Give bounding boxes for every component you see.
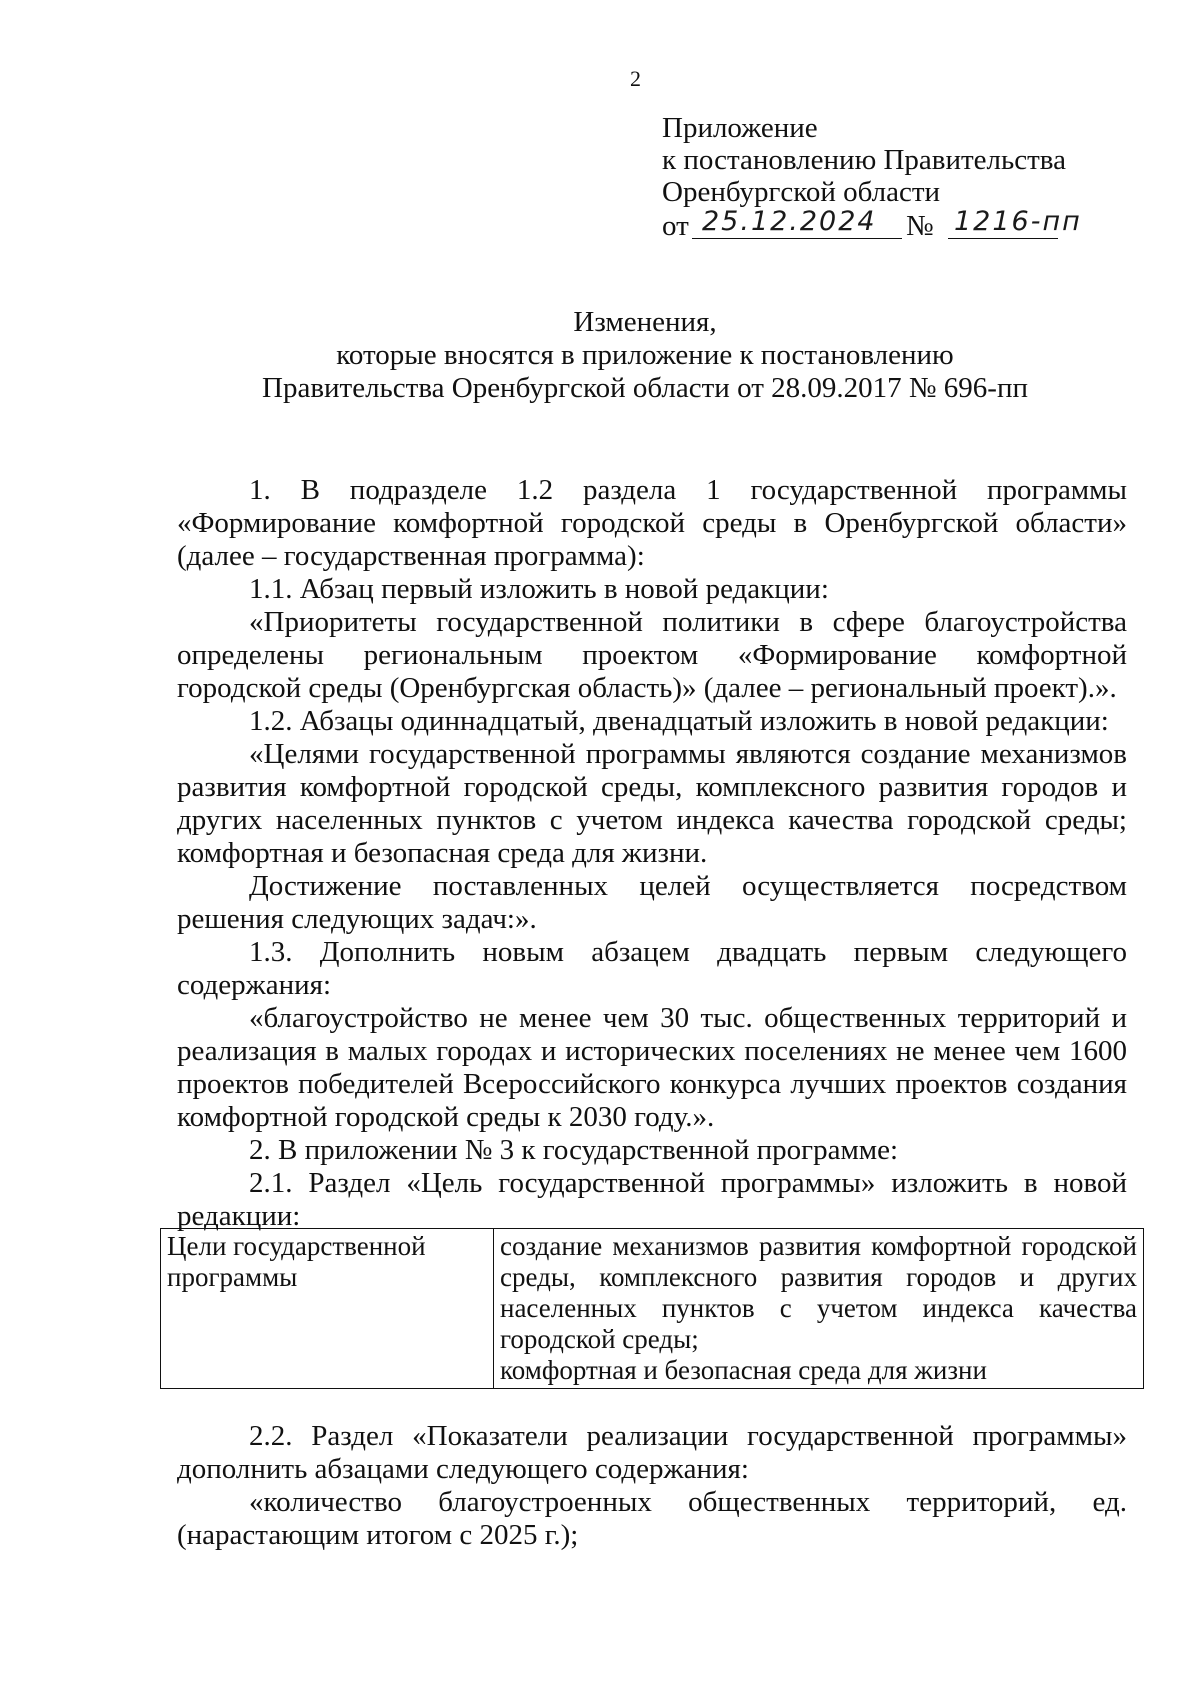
paragraph-1-1: 1.1. Абзац первый изложить в новой редакции: [249, 573, 829, 605]
paragraph-1-3: 1.3. Дополнить новым абзацем двадцать первым следующего содержания: [177, 936, 1127, 1001]
title-line-3: Правительства Оренбургской области от 28.09.2017 № 696-пп [262, 372, 1028, 404]
paragraph-1-2: 1.2. Абзацы одиннадцатый, двенадцатый изложить в новой редакции: [249, 705, 1109, 737]
paragraph-2-1: 2.1. Раздел «Цель государственной программы» изложить в новой редакции: [177, 1167, 1127, 1232]
goal-table-value [494, 1229, 1143, 1388]
goal-table-value-line-2: комфортная и безопасная среда для жизни [500, 1355, 987, 1385]
paragraph-2: 2. В приложении № 3 к государственной программе: [249, 1134, 899, 1166]
title-line-2: которые вносятся в приложение к постановлению [336, 339, 954, 371]
appendix-line-3: Оренбургской области [662, 176, 941, 208]
page-number: 2 [630, 66, 641, 91]
number-label: № [906, 210, 934, 242]
date-underline [692, 238, 902, 239]
appendix-line-1: Приложение [662, 112, 818, 144]
paragraph-2-2: 2.2. Раздел «Показатели реализации государственной программы» дополнить абзацами следующего содержания: [177, 1420, 1127, 1485]
title-line-1: Изменения, [573, 306, 717, 338]
document-body [177, 474, 1127, 1233]
goal-table [160, 1228, 1144, 1389]
handwritten-date: 25.12.2024 [702, 206, 877, 237]
paragraph-1-2-text-2: Достижение поставленных целей осуществляется посредством решения следующих задач:». [177, 870, 1127, 935]
appendix-header [662, 112, 1142, 244]
appendix-line-2: к постановлению Правительства [662, 144, 1066, 176]
paragraph-1: 1. В подразделе 1.2 раздела 1 государственной программы «Формирование комфортной городской среды в Оренбургской области» (далее – государственная программа): [177, 474, 1127, 572]
goal-table-value-line-1: создание механизмов развития комфортной городской среды, комплексного развития городов и других населенных пунктов с учетом индекса качества городской среды; [500, 1231, 1137, 1354]
document-body-continued [177, 1420, 1127, 1552]
goal-table-label: Цели государственной программы [161, 1229, 494, 1388]
document-title [160, 306, 1130, 405]
number-underline [948, 238, 1058, 239]
from-label: от [662, 210, 689, 242]
paragraph-1-2-text: «Целями государственной программы являются создание механизмов развития комфортной городской среды, комплексного развития городов и других населенных пунктов с учетом индекса качества городской среды; комфортная и безопасная среда для жизни. [177, 738, 1127, 869]
paragraph-1-3-text: «благоустройство не менее чем 30 тыс. общественных территорий и реализация в малых городах и исторических поселениях не менее чем 1600 проектов победителей Всероссийского конкурса лучших проектов создания комфортной городской среды к 2030 году.». [177, 1002, 1127, 1133]
appendix-date-number-line [662, 208, 1142, 244]
paragraph-1-1-text: «Приоритеты государственной политики в сфере благоустройства определены региональным проектом «Формирование комфортной городской среды (Оренбургская область)» (далее – региональный проект).». [177, 606, 1127, 704]
paragraph-2-2-text: «количество благоустроенных общественных территорий, ед. (нарастающим итогом с 2025 г.); [177, 1486, 1127, 1551]
handwritten-number: 1216-пп [954, 206, 1082, 237]
